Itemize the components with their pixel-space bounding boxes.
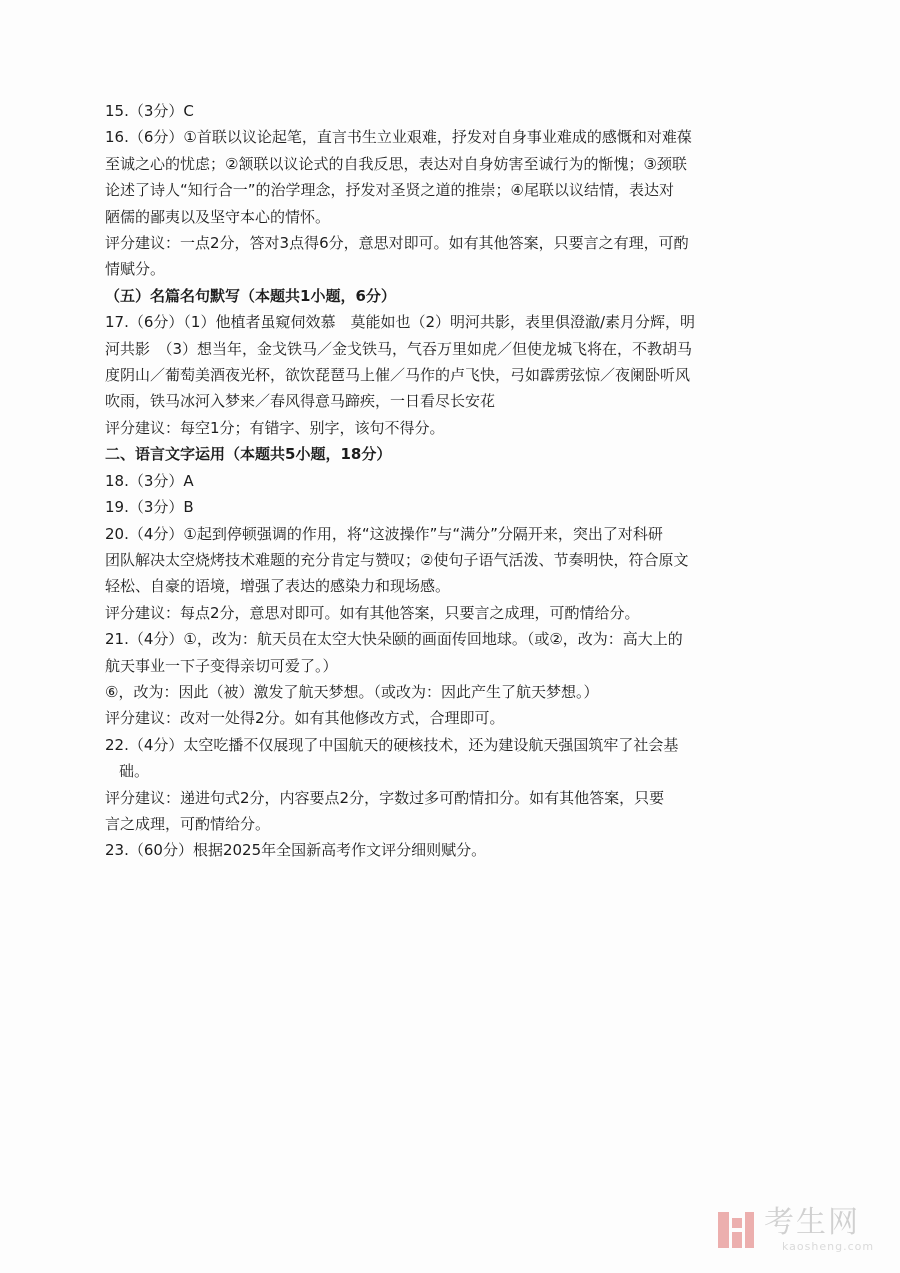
answer-line-q17-3: 度阴山／葡萄美酒夜光杯，欲饮琵琶马上催／马作的卢飞快，弓如霹雳弦惊／夜阑卧听风	[105, 366, 691, 385]
answer-line-q20-1: 20.（4分）①起到停顿强调的作用，将“这波操作”与“满分”分隔开来，突出了对科研	[105, 524, 663, 543]
section-heading-2: 二、语言文字运用（本题共5小题，18分）	[105, 445, 392, 464]
answer-line-q17-2: 河共影 （3）想当年，金戈铁马／金戈铁马，气吞万里如虎／但使龙城飞将在，不教胡马	[105, 339, 693, 358]
grading-note-q22-2: 言之成理，可酌情给分。	[105, 814, 271, 833]
answer-line-q18: 18.（3分）A	[105, 471, 194, 490]
grading-note-q20: 评分建议：每点2分，意思对即可。如有其他答案，只要言之成理，可酌情给分。	[105, 603, 640, 622]
answer-key-text	[105, 98, 785, 864]
answer-line-q21-3: ⑥，改为：因此（被）激发了航天梦想。（或改为：因此产生了航天梦想。）	[105, 682, 599, 701]
watermark	[716, 1206, 886, 1256]
grading-note-q16-2: 情赋分。	[105, 260, 166, 279]
grading-note-q17: 评分建议：每空1分；有错字、别字，该句不得分。	[105, 418, 445, 437]
answer-line-q16-4: 陋儒的鄙夷以及坚守本心的情怀。	[105, 207, 331, 226]
watermark-name: 考生网	[764, 1205, 860, 1240]
answer-line-q17-1: 17.（6分）（1）他植者虽窥伺效慕 莫能如也（2）明河共影，表里俱澄澈/素月分辉，明	[105, 313, 696, 332]
answer-line-q21-1: 21.（4分）①，改为：航天员在太空大快朵颐的画面传回地球。（或②，改为：高大上的	[105, 630, 683, 649]
answer-line-q16-3: 论述了诗人“知行合一”的治学理念，抒发对圣贤之道的推崇；④尾联以议结情，表达对	[105, 181, 674, 200]
answer-line-q22-1: 22.（4分）太空吃播不仅展现了中国航天的硬核技术，还为建设航天强国筑牢了社会基	[105, 735, 679, 754]
section-heading-5: （五）名篇名句默写（本题共1小题，6分）	[105, 286, 396, 305]
grading-note-q21: 评分建议：改对一处得2分。如有其他修改方式，合理即可。	[105, 709, 505, 728]
answer-line-q21-2: 航天事业一下子变得亲切可爱了。）	[105, 656, 338, 675]
answer-line-q20-2: 团队解决太空烧烤技术难题的充分肯定与赞叹；②使句子语气活泼、节奏明快，符合原文	[105, 550, 689, 569]
answer-line-q15: 15.（3分）C	[105, 102, 194, 120]
answer-line-q17-4: 吹雨，铁马冰河入梦来／春风得意马蹄疾，一日看尽长安花	[105, 392, 496, 411]
grading-note-q16-1: 评分建议：一点2分，答对3点得6分，意思对即可。如有其他答案，只要言之有理，可酌	[105, 234, 689, 253]
kaosheng-logo-icon	[716, 1208, 756, 1252]
answer-line-q19: 19.（3分）B	[105, 498, 194, 517]
answer-line-q16-2: 至诚之心的忧虑；②颔联以议论式的自我反思，表达对自身妨害至诚行为的惭愧；③颈联	[105, 154, 687, 173]
answer-line-q16-1: 16.（6分）①首联以议论起笔，直言书生立业艰难，抒发对自身事业难成的感慨和对难葆	[105, 128, 692, 147]
watermark-domain: kaosheng.com	[782, 1240, 875, 1253]
answer-line-q23: 23.（60分）根据2025年全国新高考作文评分细则赋分。	[105, 841, 487, 860]
answer-line-q22-2: 础。	[119, 762, 150, 781]
grading-note-q22-1: 评分建议：递进句式2分，内容要点2分，字数过多可酌情扣分。如有其他答案，只要	[105, 788, 665, 807]
answer-line-q20-3: 轻松、自豪的语境，增强了表达的感染力和现场感。	[105, 577, 451, 596]
